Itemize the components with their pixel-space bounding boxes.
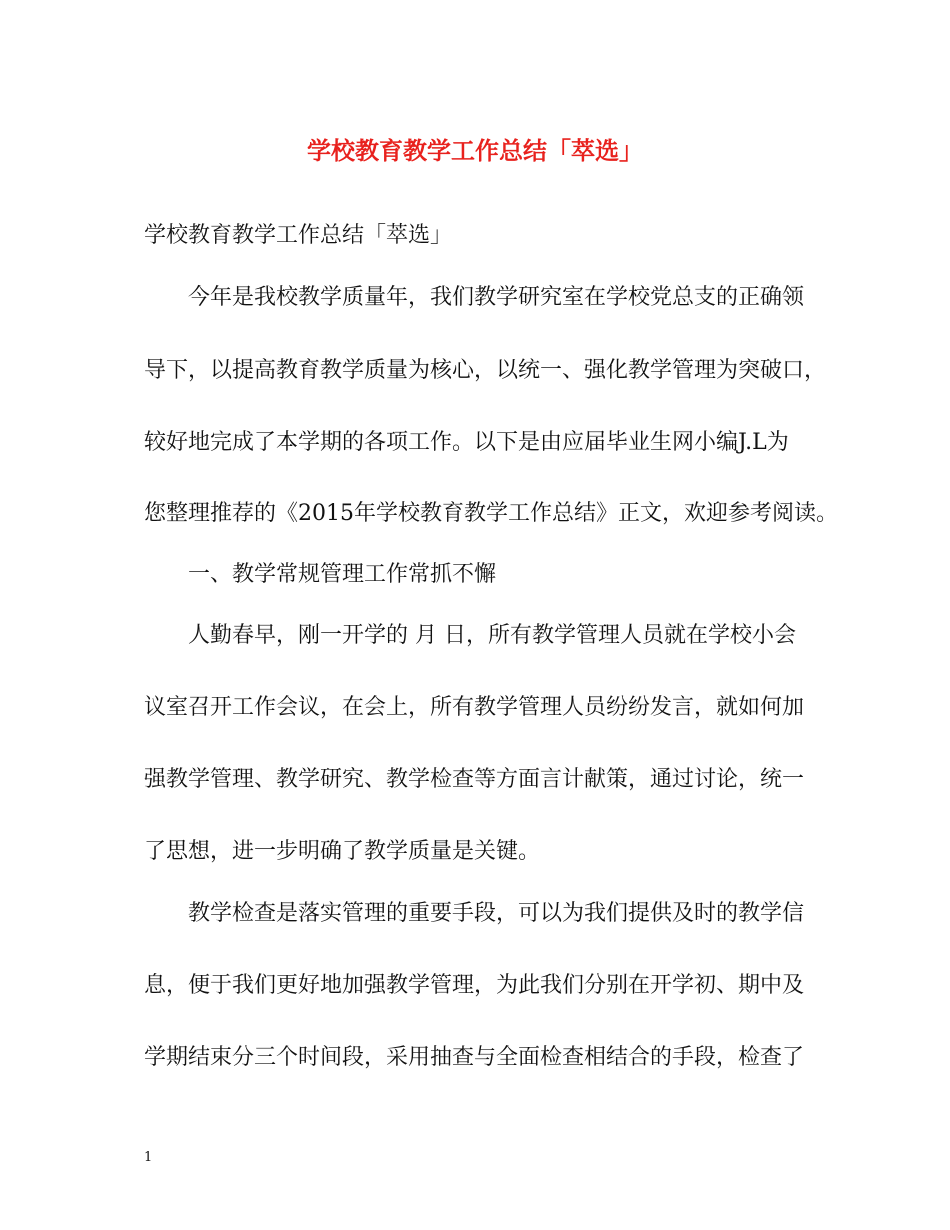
paragraph-line: 今年是我校教学质量年，我们教学研究室在学校党总支的正确领: [188, 285, 805, 310]
paragraph-line: 学期结束分三个时间段，采用抽查与全面检查相结合的手段，检查了: [144, 1045, 805, 1070]
paragraph-line: 教学检查是落实管理的重要手段，可以为我们提供及时的教学信: [188, 901, 805, 926]
section-heading: 一、教学常规管理工作常抓不懈: [188, 562, 497, 587]
document-subtitle: 学校教育教学工作总结「萃选」: [144, 223, 453, 248]
paragraph-line: 人勤春早，刚一开学的 月 日，所有教学管理人员就在学校小会: [188, 623, 796, 648]
paragraph-line: 导下，以提高教育教学质量为核心，以统一、强化教学管理为突破口，: [144, 358, 827, 383]
paragraph-line: 您整理推荐的《2015年学校教育教学工作总结》正文，欢迎参考阅读。: [144, 501, 838, 526]
page-number: 1: [144, 1150, 153, 1165]
paragraph-line: 息，便于我们更好地加强教学管理，为此我们分别在开学初、期中及: [144, 973, 805, 998]
paragraph-line: 了思想，进一步明确了教学质量是关键。: [144, 839, 541, 864]
paragraph-line: 强教学管理、教学研究、教学检查等方面言计献策，通过讨论，统一: [144, 767, 805, 792]
paragraph-line: 议室召开工作会议，在会上，所有教学管理人员纷纷发言，就如何加: [144, 695, 805, 720]
document-title: 学校教育教学工作总结「萃选」: [307, 136, 643, 165]
paragraph-line: 较好地完成了本学期的各项工作。以下是由应届毕业生网小编J.L为: [144, 430, 789, 455]
